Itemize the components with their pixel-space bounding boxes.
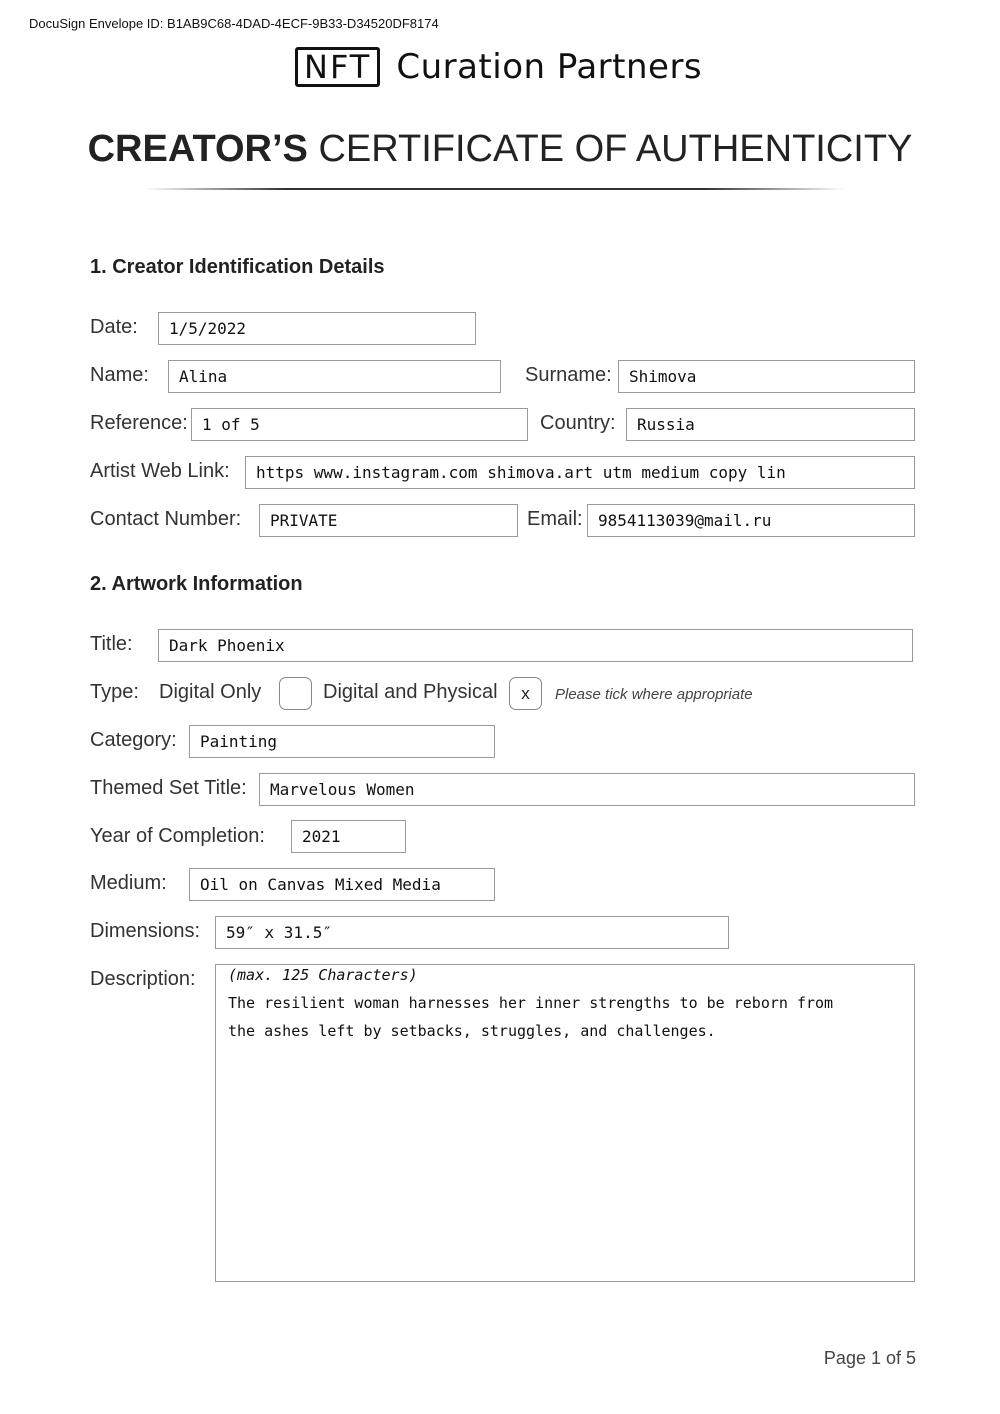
medium-field[interactable]: Oil on Canvas Mixed Media bbox=[189, 868, 495, 901]
section-2-heading: 2. Artwork Information bbox=[90, 573, 303, 595]
description-text: The resilient woman harnesses her inner strengths to be reborn from the ashes left by setbacks, struggles, and challenges. bbox=[228, 994, 834, 1040]
dimensions-label: Dimensions: bbox=[90, 920, 201, 942]
surname-field[interactable]: Shimova bbox=[618, 360, 915, 393]
name-field[interactable]: Alina bbox=[168, 360, 501, 393]
year-field[interactable]: 2021 bbox=[291, 820, 406, 853]
description-note: (max. 125 Characters) bbox=[228, 966, 418, 984]
country-label: Country: bbox=[540, 412, 616, 434]
dimensions-field[interactable]: 59″ x 31.5″ bbox=[215, 916, 729, 949]
digital-only-checkbox[interactable] bbox=[279, 677, 312, 710]
description-field[interactable] bbox=[215, 964, 915, 1282]
logo-box-text: NFT bbox=[295, 47, 380, 87]
page-title bbox=[0, 128, 1000, 171]
year-label: Year of Completion: bbox=[90, 825, 265, 847]
section-1-heading: 1. Creator Identification Details bbox=[90, 256, 385, 278]
logo-text: Curation Partners bbox=[396, 47, 703, 87]
category-field[interactable]: Painting bbox=[189, 725, 495, 758]
type-hint: Please tick where appropriate bbox=[555, 686, 753, 703]
digital-physical-checkbox[interactable]: x bbox=[509, 677, 542, 710]
category-label: Category: bbox=[90, 729, 177, 751]
logo bbox=[295, 46, 702, 88]
contact-field[interactable]: PRIVATE bbox=[259, 504, 518, 537]
digital-only-label: Digital Only bbox=[159, 681, 262, 703]
reference-label: Reference: bbox=[90, 412, 188, 434]
reference-field[interactable]: 1 of 5 bbox=[191, 408, 528, 441]
email-label: Email: bbox=[527, 508, 583, 530]
email-field[interactable]: 9854113039@mail.ru bbox=[587, 504, 915, 537]
contact-label: Contact Number: bbox=[90, 508, 242, 530]
weblink-field[interactable]: https www.instagram.com shimova.art utm medium copy lin bbox=[245, 456, 915, 489]
name-label: Name: bbox=[90, 364, 149, 386]
artwork-title-label: Title: bbox=[90, 633, 133, 655]
weblink-label: Artist Web Link: bbox=[90, 460, 230, 482]
description-label: Description: bbox=[90, 968, 196, 990]
themed-set-field[interactable]: Marvelous Women bbox=[259, 773, 915, 806]
envelope-id: DocuSign Envelope ID: B1AB9C68-4DAD-4ECF-9B33-D34520DF8174 bbox=[29, 16, 439, 31]
type-label: Type: bbox=[90, 681, 139, 703]
date-label: Date: bbox=[90, 316, 138, 338]
title-divider bbox=[145, 188, 845, 190]
artwork-title-field[interactable]: Dark Phoenix bbox=[158, 629, 913, 662]
medium-label: Medium: bbox=[90, 872, 167, 894]
themed-set-label: Themed Set Title: bbox=[90, 777, 247, 799]
title-rest: CERTIFICATE OF AUTHENTICITY bbox=[318, 128, 913, 170]
title-strong: CREATOR’S bbox=[87, 128, 308, 170]
surname-label: Surname: bbox=[525, 364, 612, 386]
digital-physical-label: Digital and Physical bbox=[323, 681, 498, 703]
country-field[interactable]: Russia bbox=[626, 408, 915, 441]
date-field[interactable]: 1/5/2022 bbox=[158, 312, 476, 345]
page-number: Page 1 of 5 bbox=[823, 1348, 916, 1368]
